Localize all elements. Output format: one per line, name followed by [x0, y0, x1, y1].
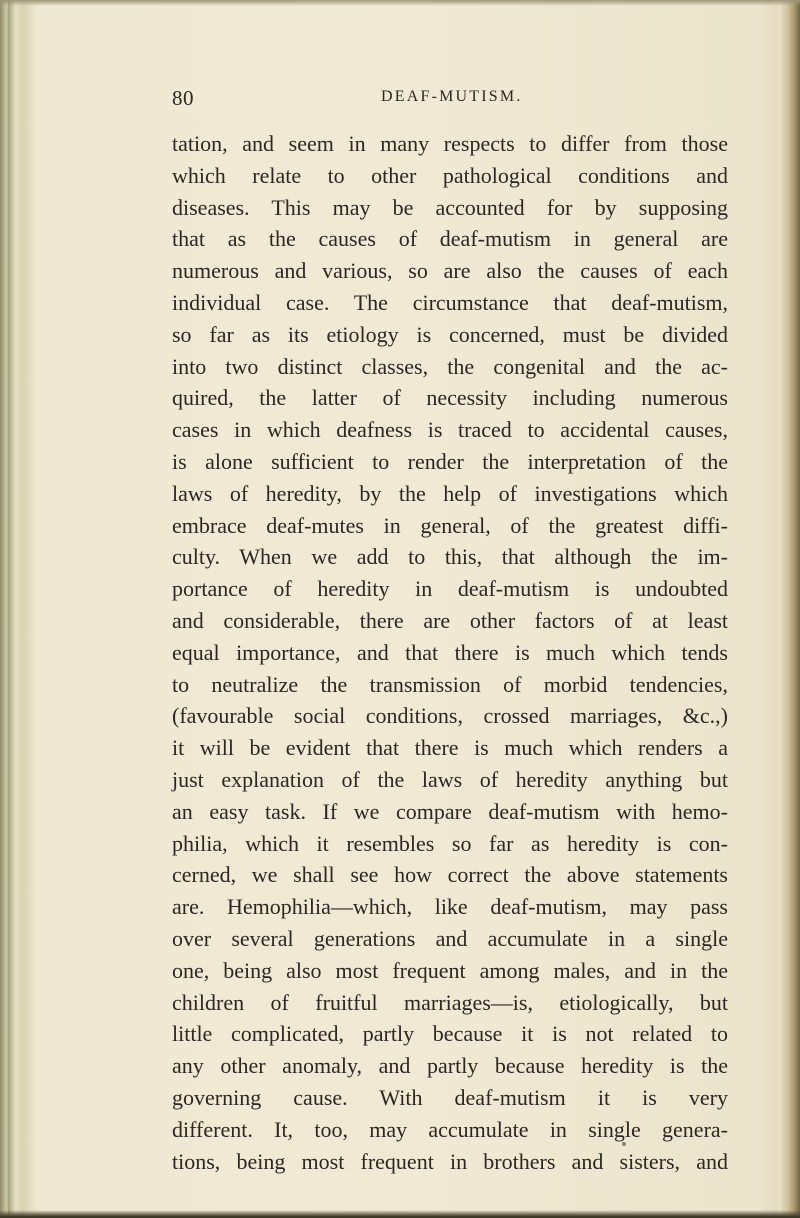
text-line: governing cause. With deaf-mutism it is very: [172, 1084, 728, 1110]
text-line: an easy task. If we compare deaf-mutism with hemo-: [172, 798, 728, 824]
text-line: (favourable social conditions, crossed marriages, &c.,): [172, 703, 728, 729]
text-line: just explanation of the laws of heredity anything but: [172, 766, 728, 792]
text-line: little complicated, partly because it is not related to: [172, 1021, 728, 1047]
text-line: so far as its etiology is concerned, must be divided: [172, 321, 728, 347]
text-line: any other anomaly, and partly because heredity is the: [172, 1053, 728, 1079]
text-line: it will be evident that there is much which renders a: [172, 735, 728, 761]
text-line: cerned, we shall see how correct the above statements: [172, 862, 728, 888]
text-line: to neutralize the transmission of morbid tendencies,: [172, 671, 728, 697]
text-line: which relate to other pathological conditions and: [172, 162, 728, 188]
page-edge-top: [0, 0, 800, 6]
text-line: tation, and seem in many respects to differ from those: [172, 131, 728, 156]
page-header: [172, 86, 732, 116]
text-line: culty. When we add to this, that although the im-: [172, 544, 728, 570]
text-line: diseases. This may be accounted for by supposing: [172, 194, 728, 220]
text-line: equal importance, and that there is much which tends: [172, 639, 728, 665]
text-line: philia, which it resembles so far as heredity is con-: [172, 830, 728, 856]
text-line: into two distinct classes, the congenital and the ac-: [172, 353, 728, 379]
text-line: over several generations and accumulate in a single: [172, 925, 728, 951]
text-line: quired, the latter of necessity including numerous: [172, 385, 728, 411]
text-line: one, being also most frequent among males, and in the: [172, 957, 728, 983]
ink-speck: [622, 1142, 626, 1146]
text-line: tions, being most frequent in brothers and sisters, and: [172, 1148, 728, 1174]
text-line: are. Hemophilia—which, like deaf-mutism, may pass: [172, 894, 728, 920]
page-edge-bottom: [0, 1210, 800, 1218]
text-line: individual case. The circumstance that deaf-mutism,: [172, 289, 728, 315]
page-number: 80: [172, 86, 194, 110]
running-head: DEAF-MUTISM.: [381, 88, 523, 105]
text-line: and considerable, there are other factors of at least: [172, 607, 728, 633]
text-line: that as the causes of deaf-mutism in general are: [172, 226, 728, 252]
binding-edge-left: [0, 0, 36, 1218]
text-line: children of fruitful marriages—is, etiologically, but: [172, 989, 728, 1015]
text-line: portance of heredity in deaf-mutism is undoubted: [172, 576, 728, 602]
page-edge-right: [778, 0, 800, 1218]
text-line: embrace deaf-mutes in general, of the greatest diffi-: [172, 512, 728, 538]
text-line: laws of heredity, by the help of investigations which: [172, 480, 728, 506]
text-line: numerous and various, so are also the causes of each: [172, 258, 728, 284]
text-line: is alone sufficient to render the interpretation of the: [172, 448, 728, 474]
body-paragraph: [172, 128, 728, 1177]
text-line: different. It, too, may accumulate in single genera-: [172, 1116, 728, 1142]
text-line: cases in which deafness is traced to accidental causes,: [172, 417, 728, 443]
